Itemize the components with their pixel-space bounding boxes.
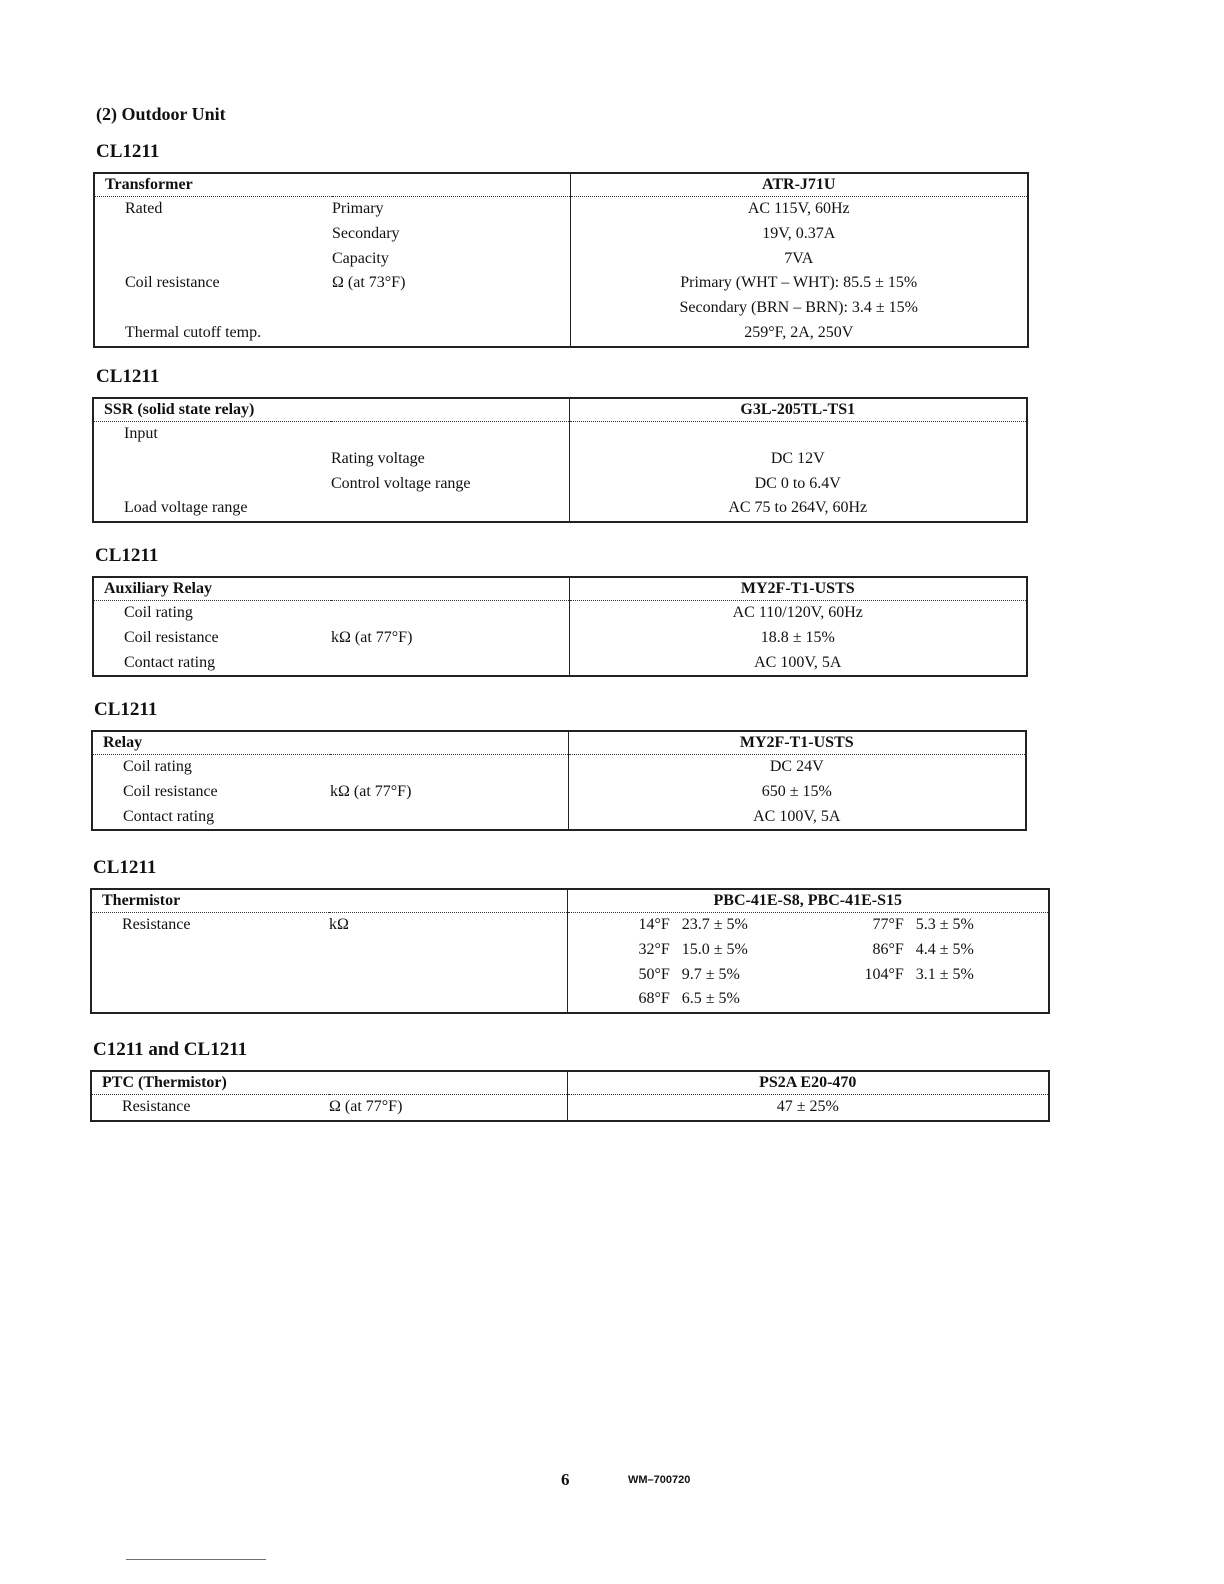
table-row: Resistance Ω (at 77°F) 47 ± 25% bbox=[91, 1095, 1049, 1121]
component-name: Relay bbox=[92, 731, 330, 755]
table-header bbox=[94, 173, 1028, 197]
transformer-table bbox=[93, 172, 1029, 348]
component-name: PTC (Thermistor) bbox=[91, 1071, 329, 1095]
table-row: Capacity 7VA bbox=[94, 247, 1028, 272]
table-row: Input bbox=[93, 422, 1027, 447]
table-row: Rated Primary AC 115V, 60Hz bbox=[94, 197, 1028, 222]
table-row: Rating voltage DC 12V bbox=[93, 447, 1027, 472]
table-row: Contact rating AC 100V, 5A bbox=[92, 805, 1026, 831]
component-name: SSR (solid state relay) bbox=[93, 398, 331, 422]
model-label: CL1211 bbox=[96, 366, 160, 387]
thermistor-table bbox=[90, 888, 1050, 1014]
divider bbox=[126, 1559, 266, 1560]
part-number: MY2F-T1-USTS bbox=[568, 731, 1026, 755]
table-row: Resistance kΩ 14°F 23.7 ± 5% 77°F 5.3 ± 5% bbox=[91, 913, 1049, 938]
part-number: G3L-205TL-TS1 bbox=[569, 398, 1027, 422]
table-row: Load voltage range AC 75 to 264V, 60Hz bbox=[93, 496, 1027, 522]
table-row: 68°F 6.5 ± 5% bbox=[91, 987, 1049, 1013]
model-label: CL1211 bbox=[93, 857, 157, 878]
model-label: CL1211 bbox=[96, 141, 160, 162]
part-number: PS2A E20-470 bbox=[567, 1071, 1049, 1095]
part-number: MY2F-T1-USTS bbox=[569, 577, 1027, 601]
part-number: PBC-41E-S8, PBC-41E-S15 bbox=[567, 889, 1049, 913]
ssr-table bbox=[92, 397, 1028, 523]
part-number: ATR-J71U bbox=[570, 173, 1028, 197]
table-row: Secondary 19V, 0.37A bbox=[94, 222, 1028, 247]
table-header bbox=[91, 1071, 1049, 1095]
table-row: Coil resistance Ω (at 73°F) Primary (WHT – WHT): 85.5 ± 15% bbox=[94, 271, 1028, 296]
table-row: Control voltage range DC 0 to 6.4V bbox=[93, 472, 1027, 497]
table-row: Coil rating AC 110/120V, 60Hz bbox=[93, 601, 1027, 626]
model-label: CL1211 bbox=[95, 545, 159, 566]
component-name: Transformer bbox=[94, 173, 332, 197]
table-row: 50°F 9.7 ± 5% 104°F 3.1 ± 5% bbox=[91, 963, 1049, 988]
table-row: Coil resistance kΩ (at 77°F) 650 ± 15% bbox=[92, 780, 1026, 805]
table-header bbox=[92, 731, 1026, 755]
auxiliary-relay-table bbox=[92, 576, 1028, 677]
section-title: (2) Outdoor Unit bbox=[96, 104, 226, 124]
page-number: 6 bbox=[561, 1470, 570, 1489]
model-label: C1211 and CL1211 bbox=[93, 1039, 248, 1060]
component-name: Thermistor bbox=[91, 889, 329, 913]
document-id: WM–700720 bbox=[628, 1474, 691, 1486]
relay-table bbox=[91, 730, 1027, 831]
component-name: Auxiliary Relay bbox=[93, 577, 331, 601]
table-row: 32°F 15.0 ± 5% 86°F 4.4 ± 5% bbox=[91, 938, 1049, 963]
table-row: Contact rating AC 100V, 5A bbox=[93, 651, 1027, 677]
table-row: Thermal cutoff temp. 259°F, 2A, 250V bbox=[94, 321, 1028, 347]
table-row: Coil resistance kΩ (at 77°F) 18.8 ± 15% bbox=[93, 626, 1027, 651]
model-label: CL1211 bbox=[94, 699, 158, 720]
table-header bbox=[91, 889, 1049, 913]
table-row: Coil rating DC 24V bbox=[92, 755, 1026, 780]
table-header bbox=[93, 398, 1027, 422]
ptc-table bbox=[90, 1070, 1050, 1122]
table-header bbox=[93, 577, 1027, 601]
table-row: Secondary (BRN – BRN): 3.4 ± 15% bbox=[94, 296, 1028, 321]
